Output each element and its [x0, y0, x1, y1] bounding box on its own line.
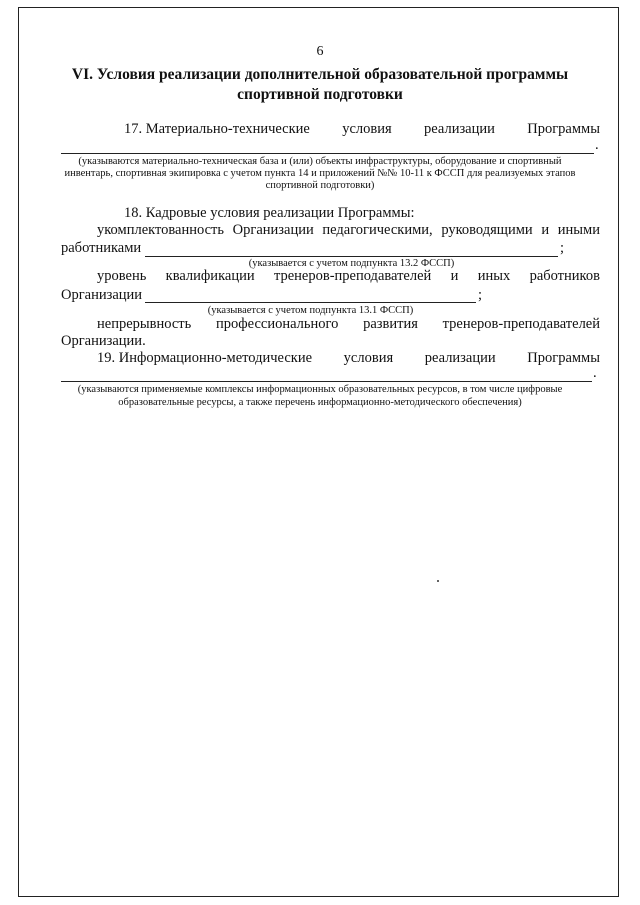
section17-period: . [595, 137, 599, 153]
section17-word: реализации [424, 121, 495, 137]
qualification-note: (указывается с учетом подпункта 13.1 ФССП) [207, 305, 414, 316]
section17-heading [124, 121, 600, 138]
staffing-word: Организации [232, 222, 314, 238]
section19-note-line2: образовательные ресурсы, а также перечень информационно-методического обеспечения) [118, 397, 522, 408]
section17-note-line2: инвентарь, спортивная экипировка с учетом пункта 14 и приложений №№ 10-11 к ФССП для реализуемых этапов [64, 168, 576, 179]
qualification-word: иных [477, 268, 511, 284]
continuity-word: тренеров-преподавателей [442, 316, 600, 332]
section17-note-line1: (указываются материально-техническая база и (или) объекты инфраструктуры, оборудование и спортивный [78, 156, 562, 167]
continuity-word: профессионального [216, 316, 339, 332]
staffing-word: и [541, 222, 550, 238]
section17-word: условия [342, 121, 392, 137]
qualification-semicolon: ; [478, 287, 483, 303]
qualification-word: и [450, 268, 459, 284]
section19-note-line1: (указываются применяемые комплексы информационных образовательных ресурсов, в том числе цифровые [77, 384, 563, 395]
section19-period: . [593, 365, 597, 381]
staffing-line [97, 222, 600, 239]
qualification-fill-line [145, 302, 476, 303]
staffing-word: педагогическими, [322, 222, 433, 238]
staffing-semicolon: ; [560, 240, 565, 256]
section19-fill-line [61, 381, 592, 382]
qualification-word: работников [529, 268, 600, 284]
staffing-note: (указывается с учетом подпункта 13.2 ФССП) [248, 258, 455, 269]
section-heading-line2: спортивной подготовки [237, 86, 403, 103]
section17-word: 17. Материально-технические [124, 121, 310, 137]
staffing-word: укомплектованность [97, 222, 224, 238]
scan-speck [437, 580, 439, 582]
section18-heading: 18. Кадровые условия реализации Программы: [124, 205, 415, 221]
continuity-line [97, 316, 600, 333]
section17-note-line3: спортивной подготовки) [265, 180, 375, 191]
continuity-line2: Организации. [61, 333, 146, 349]
section17-fill-line [61, 153, 594, 154]
qualification-word: уровень [97, 268, 147, 284]
section17-word: Программы [527, 121, 600, 137]
page-number: 6 [316, 44, 324, 59]
continuity-word: развития [363, 316, 418, 332]
qualification-word: квалификации [165, 268, 255, 284]
continuity-word: непрерывность [97, 316, 192, 332]
staffing-label: работниками [61, 240, 142, 256]
section19-word: условия [343, 350, 394, 366]
qualification-word: тренеров-преподавателей [273, 268, 432, 284]
qualification-label: Организации [61, 287, 143, 303]
section19-word: Программы [527, 350, 600, 366]
section19-heading [97, 350, 600, 367]
page-border [18, 7, 619, 897]
staffing-word: иными [557, 222, 600, 238]
section19-word: 19. Информационно-методические [97, 350, 313, 366]
section-heading-line1: VI. Условия реализации дополнительной образовательной программы [71, 66, 569, 83]
staffing-word: руководящими [441, 222, 533, 238]
section19-word: реализации [424, 350, 496, 366]
qualification-line [97, 268, 600, 285]
